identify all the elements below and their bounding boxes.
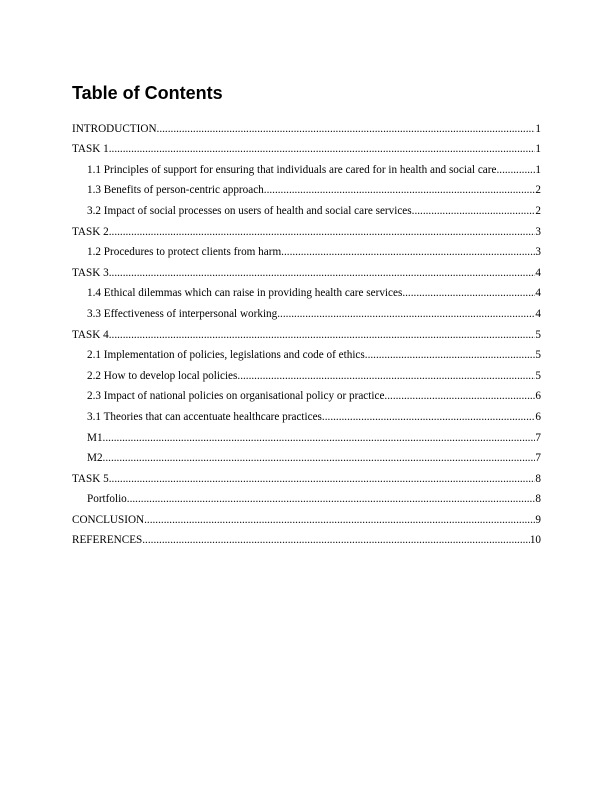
toc-entry[interactable] [72, 321, 541, 342]
toc-entry-page-number: 9 [535, 513, 541, 526]
toc-entry[interactable] [72, 527, 541, 548]
toc-dot-leader [109, 142, 536, 156]
toc-entry-label: M2 [87, 452, 103, 465]
toc-entry-page-number: 1 [535, 163, 541, 176]
toc-entry-page-number: 10 [529, 534, 541, 547]
toc-entry[interactable] [72, 197, 541, 218]
toc-entry-page-number: 1 [535, 143, 541, 156]
toc-entry-page-number: 5 [535, 369, 541, 382]
toc-dot-leader [127, 492, 536, 506]
toc-dot-leader [264, 183, 536, 197]
toc-entry[interactable] [72, 300, 541, 321]
toc-dot-leader [109, 266, 536, 280]
toc-entry[interactable] [72, 259, 541, 280]
toc-entry-page-number: 4 [535, 287, 541, 300]
toc-dot-leader [499, 163, 535, 177]
toc-entry[interactable] [72, 403, 541, 424]
toc-entry-label: 3.1 Theories that can accentuate healthcare practices [87, 410, 322, 423]
toc-entry-page-number: 1 [535, 122, 541, 135]
toc-entry-label: 3.3 Effectiveness of interpersonal working [87, 307, 278, 320]
toc-entry-label: 2.1 Implementation of policies, legislations and code of ethics [87, 349, 365, 362]
toc-entry-label: M1 [87, 431, 103, 444]
toc-dot-leader [277, 307, 535, 321]
toc-entry-label: Portfolio [87, 493, 127, 506]
toc-dot-leader [384, 389, 535, 403]
toc-dot-leader [157, 122, 536, 136]
toc-entry[interactable] [72, 280, 541, 301]
toc-entry-page-number: 7 [535, 452, 541, 465]
toc-dot-leader [322, 410, 535, 424]
toc-dot-leader [109, 328, 536, 342]
toc-entry-label: INTRODUCTION [72, 122, 157, 135]
toc-entry[interactable] [72, 362, 541, 383]
toc-list [72, 115, 541, 547]
toc-entry-label: TASK 3 [72, 266, 109, 279]
toc-dot-leader [402, 286, 535, 300]
toc-entry-label: 1.2 Procedures to protect clients from harm [87, 246, 282, 259]
toc-entry[interactable] [72, 506, 541, 527]
toc-entry-label: TASK 1 [72, 143, 109, 156]
toc-entry[interactable] [72, 156, 541, 177]
toc-entry-page-number: 5 [535, 349, 541, 362]
toc-dot-leader [365, 348, 536, 362]
toc-dot-leader [109, 472, 536, 486]
toc-dot-leader [237, 369, 535, 383]
toc-title: Table of Contents [72, 83, 223, 103]
toc-entry-label: 1.4 Ethical dilemmas which can raise in providing health care services [87, 287, 403, 300]
toc-entry-page-number: 6 [535, 410, 541, 423]
toc-dot-leader [142, 533, 530, 547]
toc-entry[interactable] [72, 218, 541, 239]
toc-dot-leader [103, 451, 536, 465]
toc-entry-page-number: 2 [535, 184, 541, 197]
toc-entry[interactable] [72, 383, 541, 404]
toc-entry-label: TASK 4 [72, 328, 109, 341]
toc-entry[interactable] [72, 445, 541, 466]
toc-dot-leader [281, 245, 535, 259]
toc-entry[interactable] [72, 342, 541, 363]
toc-entry[interactable] [72, 424, 541, 445]
toc-entry-label: 1.3 Benefits of person-centric approach [87, 184, 264, 197]
toc-entry-page-number: 3 [535, 225, 541, 238]
toc-entry[interactable] [72, 486, 541, 507]
toc-entry-page-number: 4 [535, 266, 541, 279]
toc-entry-page-number: 7 [535, 431, 541, 444]
toc-entry[interactable] [72, 136, 541, 157]
toc-entry-label: TASK 2 [72, 225, 109, 238]
toc-entry-label: 2.2 How to develop local policies [87, 369, 238, 382]
toc-entry-page-number: 2 [535, 204, 541, 217]
toc-entry[interactable] [72, 115, 541, 136]
toc-entry-label: 2.3 Impact of national policies on organisational policy or practice [87, 390, 385, 403]
toc-entry-page-number: 8 [535, 493, 541, 506]
toc-entry-label: TASK 5 [72, 472, 109, 485]
toc-dot-leader [144, 513, 535, 527]
toc-entry-label: REFERENCES [72, 534, 143, 547]
toc-entry-label: CONCLUSION [72, 513, 145, 526]
toc-entry-page-number: 6 [535, 390, 541, 403]
toc-entry-page-number: 5 [535, 328, 541, 341]
toc-entry-page-number: 4 [535, 307, 541, 320]
toc-entry-page-number: 8 [535, 472, 541, 485]
toc-dot-leader [103, 431, 536, 445]
toc-entry-page-number: 3 [535, 246, 541, 259]
toc-entry-label: 3.2 Impact of social processes on users of health and social care services [87, 204, 412, 217]
toc-entry[interactable] [72, 239, 541, 260]
toc-entry[interactable] [72, 177, 541, 198]
toc-dot-leader [109, 225, 536, 239]
toc-dot-leader [412, 204, 536, 218]
toc-entry-label: 1.1 Principles of support for ensuring that individuals are cared for in health and social care. [87, 163, 500, 176]
toc-entry[interactable] [72, 465, 541, 486]
